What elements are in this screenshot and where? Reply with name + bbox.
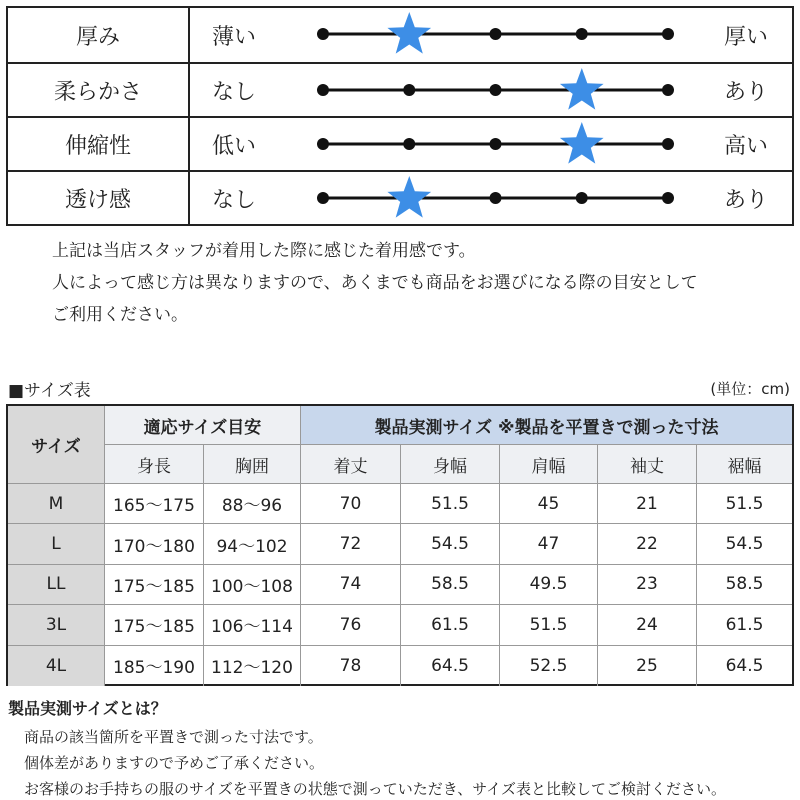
measure-value: 21 — [598, 484, 697, 524]
feel-row — [8, 8, 792, 62]
feel-scale — [308, 172, 668, 224]
scale-dot — [317, 138, 329, 150]
scale-dot — [403, 138, 415, 150]
measure-value: 58.5 — [697, 565, 792, 605]
scale-dot — [490, 84, 502, 96]
fit-value: 100〜108 — [204, 565, 301, 605]
size-table-title: ■サイズ表 — [8, 381, 91, 401]
measure-value: 25 — [598, 646, 697, 686]
star-icon — [560, 122, 604, 164]
fit-header: 適応サイズ目安 — [105, 406, 301, 445]
feel-label: 柔らかさ — [8, 64, 190, 116]
feel-right-label: あり — [724, 79, 769, 105]
feel-row — [8, 170, 792, 224]
feel-right-label: 高い — [724, 133, 769, 159]
measure-value: 72 — [301, 524, 401, 564]
feel-scale-svg — [308, 64, 688, 118]
fit-value: 185〜190 — [105, 646, 204, 686]
star-icon — [560, 68, 604, 110]
measure-value: 61.5 — [697, 605, 792, 645]
fit-value: 106〜114 — [204, 605, 301, 645]
measure-column-header: 裾幅 — [697, 445, 792, 484]
measure-header: 製品実測サイズ ※製品を平置きで測った寸法 — [301, 406, 792, 445]
measure-value: 58.5 — [401, 565, 500, 605]
scale-dot — [576, 192, 588, 204]
measure-value: 54.5 — [401, 524, 500, 564]
measure-value: 70 — [301, 484, 401, 524]
scale-dot — [662, 192, 674, 204]
feel-left-label: なし — [212, 187, 257, 213]
feel-left-label: なし — [212, 79, 257, 105]
feel-left-label: 薄い — [212, 24, 257, 50]
footer-line-3: お客様のお手持ちの服のサイズを平置きの状態で測っていただき、サイズ表と比較してご検討ください。 — [24, 780, 727, 798]
fit-value: 170〜180 — [105, 524, 204, 564]
size-table-unit: (単位：cm) — [710, 380, 790, 398]
measure-value: 51.5 — [500, 605, 598, 645]
measure-value: 51.5 — [401, 484, 500, 524]
scale-dot — [317, 84, 329, 96]
scale-dot — [490, 192, 502, 204]
fit-value: 165〜175 — [105, 484, 204, 524]
footer-title: 製品実測サイズとは？ — [8, 699, 167, 718]
scale-dot — [576, 28, 588, 40]
feel-label: 伸縮性 — [8, 118, 190, 170]
note-line-2: 人によって感じ方は異なりますので、あくまでも商品をお選びになる際の目安として — [52, 273, 698, 293]
measure-column-header: 袖丈 — [598, 445, 697, 484]
measure-value: 61.5 — [401, 605, 500, 645]
fit-column-header: 胸囲 — [204, 445, 301, 484]
star-icon — [387, 12, 431, 54]
measure-value: 51.5 — [697, 484, 792, 524]
measure-value: 76 — [301, 605, 401, 645]
feel-scale — [308, 64, 668, 116]
size-label: LL — [8, 565, 105, 605]
size-table — [6, 404, 794, 686]
size-label: M — [8, 484, 105, 524]
measure-value: 49.5 — [500, 565, 598, 605]
footer-line-2: 個体差がありますので予めご了承ください。 — [24, 754, 325, 772]
measure-value: 54.5 — [697, 524, 792, 564]
scale-dot — [317, 192, 329, 204]
scale-dot — [662, 28, 674, 40]
feel-left-label: 低い — [212, 133, 257, 159]
measure-column-header: 肩幅 — [500, 445, 598, 484]
fit-value: 112〜120 — [204, 646, 301, 686]
size-label: 4L — [8, 646, 105, 686]
fit-value: 88〜96 — [204, 484, 301, 524]
scale-dot — [403, 84, 415, 96]
feel-right-label: 厚い — [724, 24, 769, 50]
measure-value: 24 — [598, 605, 697, 645]
measure-column-header: 身幅 — [401, 445, 500, 484]
note-line-3: ご利用ください。 — [52, 305, 188, 325]
feel-scale-svg — [308, 8, 688, 62]
fit-value: 175〜185 — [105, 605, 204, 645]
measure-value: 64.5 — [725, 655, 764, 676]
measure-value: 52.5 — [500, 646, 598, 686]
measure-value: 47 — [500, 524, 598, 564]
fit-value: 94〜102 — [204, 524, 301, 564]
scale-dot — [662, 138, 674, 150]
fit-value: 175〜185 — [105, 565, 204, 605]
measure-value: 23 — [598, 565, 697, 605]
feel-label: 厚み — [8, 8, 190, 62]
feel-label: 透け感 — [8, 172, 190, 224]
size-header: サイズ — [8, 406, 105, 484]
scale-dot — [490, 28, 502, 40]
note-line-1: 上記は当店スタッフが着用した際に感じた着用感です。 — [52, 241, 476, 261]
measure-value: 64.5 — [401, 646, 500, 686]
measure-column-header: 着丈 — [301, 445, 401, 484]
measure-value: 74 — [301, 565, 401, 605]
feel-scale-svg — [308, 172, 688, 226]
measure-value: 45 — [500, 484, 598, 524]
size-label: 3L — [8, 605, 105, 645]
star-icon — [387, 176, 431, 218]
feel-right-label: あり — [724, 187, 769, 213]
scale-dot — [317, 28, 329, 40]
feel-scale — [308, 118, 668, 170]
feel-row — [8, 116, 792, 170]
feel-scale-svg — [308, 118, 688, 172]
size-label: L — [8, 524, 105, 564]
fit-column-header: 身長 — [105, 445, 204, 484]
measure-value: 78 — [301, 646, 401, 686]
scale-dot — [662, 84, 674, 96]
feel-scale — [308, 8, 668, 62]
footer-line-1: 商品の該当箇所を平置きで測った寸法です。 — [24, 728, 323, 746]
measure-value: 22 — [598, 524, 697, 564]
feel-row — [8, 62, 792, 116]
feel-table — [6, 6, 794, 226]
scale-dot — [490, 138, 502, 150]
